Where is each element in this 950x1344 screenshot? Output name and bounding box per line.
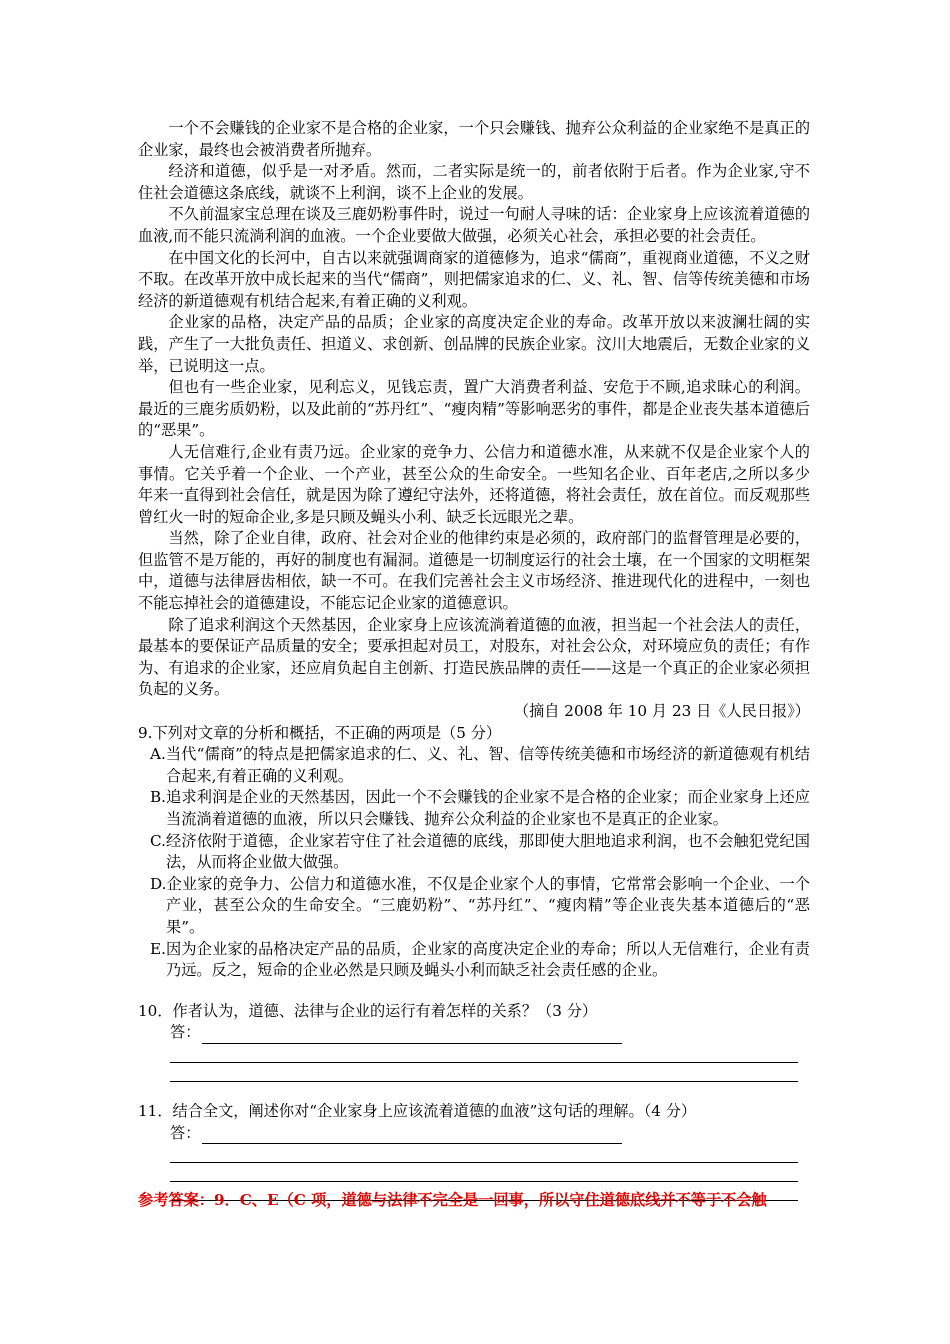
question-title: 9.下列对文章的分析和概括，不正确的两项是（5 分） [138,723,502,742]
answer-blank[interactable] [170,1063,798,1082]
article-body [138,118,810,723]
article-paragraph: 企业家的品格，决定产品的品质；企业家的高度决定企业的寿命。改革开放以来波澜壮阔的实践，产生了一大批负责任、担道义、求创新、创品牌的民族企业家。汶川大地震后，无数企业家的义举，已说明这一点。 [138,313,810,375]
reference-answer: 参考答案：9．C、E（C 项，道德与法律不完全是一回事，所以守住道德底线并不等于不会触 [138,1191,767,1209]
article-paragraph: 在中国文化的长河中，自古以来就强调商家的道德修为，追求“儒商”，重视商业道德，不义之财不取。在改革开放中成长起来的当代“儒商”，则把儒家追求的仁、义、礼、智、信等传统美德和市场经济的新道德观有机结合起来,有着正确的义利观。 [138,248,810,310]
option-a: A.当代“儒商”的特点是把儒家追求的仁、义、礼、智、信等传统美德和市场经济的新道德观有机结合起来,有着正确的义利观。 [150,745,810,785]
option-b: B.追求利润是企业的天然基因，因此一个不会赚钱的企业家不是合格的企业家；而企业家身上还应当流淌着道德的血液，所以只会赚钱、抛弃公众利益的企业家也不是真正的企业家。 [150,788,810,828]
question-title: 10．作者认为，道德、法律与企业的运行有着怎样的关系？（3 分） [138,1001,598,1020]
option-d: D.企业家的竞争力、公信力和道德水准，不仅是企业家个人的事情，它常常会影响一个企业、一个产业，甚至公众的生命安全。“三鹿奶粉”、“苏丹红”、“瘦肉精”等企业丧失基本道德后的“恶果”。 [150,874,810,936]
option-e: E.因为企业家的品格决定产品的品质，企业家的高度决定企业的寿命；所以人无信难行，企业有责乃远。反之，短命的企业必然是只顾及蝇头小利而缺乏社会责任感的企业。 [150,939,810,980]
answer-blank[interactable] [170,1044,798,1063]
option-c: C.经济依附于道德，企业家若守住了社会道德的底线，那即使大胆地追求利润，也不会触犯党纪国法，从而将企业做大做强。 [150,831,810,872]
article-paragraph: 不久前温家宝总理在谈及三鹿奶粉事件时，说过一句耐人寻味的话：企业家身上应该流着道德的血液,而不能只流淌利润的血液。一个企业要做大做强，必须关心社会，承担必要的社会责任。 [138,205,810,245]
question-title: 11．结合全文，阐述你对“企业家身上应该流着道德的血液”这句话的理解。（4 分） [138,1101,697,1120]
document-page [138,118,810,1201]
question-10 [138,1001,810,1082]
article-paragraph: 除了追求利润这个天然基因，企业家身上应该流淌着道德的血液，担当起一个社会法人的责任，最基本的要保证产品质量的安全；要承担起对员工，对股东，对社会公众，对环境应负的责任；有作为、有追求的企业家，还应肩负起自主创新、打造民族品牌的责任——这是一个真正的企业家必须担负起的义务。 [138,615,810,699]
answer-label: 答： [170,1023,201,1042]
article-paragraph: 但也有一些企业家，见利忘义，见钱忘责，置广大消费者利益、安危于不顾,追求昧心的利润。最近的三鹿劣质奶粉，以及此前的“苏丹红”、“瘦肉精”等影响恶劣的事件，都是企业丧失基本道德后的“恶果”。 [138,378,810,440]
answer-row [170,1123,810,1145]
article-paragraph: 一个不会赚钱的企业家不是合格的企业家，一个只会赚钱、抛弃公众利益的企业家绝不是真正的企业家，最终也会被消费者所抛弃。 [138,119,810,159]
answer-blank[interactable] [202,1026,622,1044]
article-source: （摘自 2008 年 10 月 23 日《人民日报》） [513,702,810,721]
answer-blank[interactable] [170,1163,798,1182]
article-paragraph: 经济和道德，似乎是一对矛盾。然而，二者实际是统一的，前者依附于后者。作为企业家,守不住社会道德这条底线，就谈不上利润，谈不上企业的发展。 [138,162,810,202]
answer-row [170,1022,810,1044]
article-paragraph: 当然，除了企业自律，政府、社会对企业的他律约束是必须的，政府部门的监督管理是必要的，但监管不是万能的，再好的制度也有漏洞。道德是一切制度运行的社会土壤，在一个国家的文明框架中，道德与法律唇齿相依，缺一不可。在我们完善社会主义市场经济、推进现代化的进程中，一刻也不能忘掉社会的道德建设，不能忘记企业家的道德意识。 [138,529,810,613]
answer-blank[interactable] [170,1144,798,1163]
answer-blank[interactable] [202,1126,622,1144]
question-11 [138,1101,810,1201]
answer-label: 答： [170,1123,201,1142]
article-paragraph: 人无信难行,企业有责乃远。企业家的竞争力、公信力和道德水准，从来就不仅是企业家个人的事情。它关乎着一个企业、一个产业，甚至公众的生命安全。一些知名企业、百年老店,之所以多少年来一直得到社会信任，就是因为除了遵纪守法外，还将道德，将社会责任，放在首位。而反观那些曾红火一时的短命企业,多是只顾及蝇头小利、缺乏长远眼光之辈。 [138,442,810,526]
question-9 [138,723,810,982]
